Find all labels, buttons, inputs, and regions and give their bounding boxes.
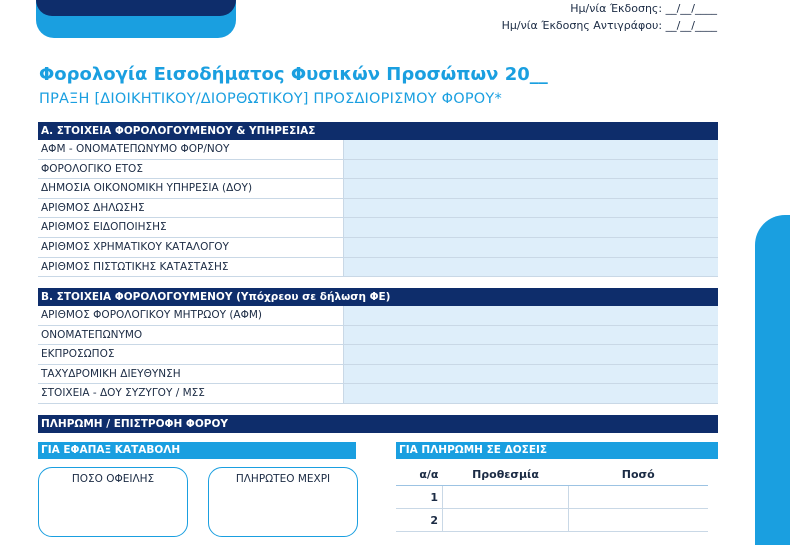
input-field[interactable] — [343, 160, 718, 179]
form-row — [38, 140, 718, 160]
field-label: ΔΗΜΟΣΙΑ ΟΙΚΟΝΟΜΙΚΗ ΥΠΗΡΕΣΙΑ (ΔΟΥ) — [38, 179, 343, 198]
copy-issue-date: Ημ/νία Έκδοσης Αντιγράφου: __/__/____ — [501, 19, 717, 32]
amount-due-label: ΠΟΣΟ ΟΦΕΙΛΗΣ — [71, 473, 155, 485]
page-title: Φορολογία Εισοδήματος Φυσικών Προσώπων 20__ — [39, 64, 548, 85]
issue-dates — [502, 0, 717, 34]
installments-table — [396, 463, 708, 532]
column-header-deadline: Προθεσμία — [443, 463, 569, 486]
installments-heading: ΓΙΑ ΠΛΗΡΩΜΗ ΣΕ ΔΟΣΕΙΣ — [396, 442, 718, 459]
row-number: 2 — [396, 509, 443, 532]
column-header-aa: α/α — [396, 463, 443, 486]
form-row — [38, 306, 718, 326]
amount-due-box[interactable] — [38, 467, 188, 537]
input-field[interactable] — [343, 199, 718, 218]
form-row — [38, 218, 718, 238]
form-row — [38, 199, 718, 219]
amount-cell[interactable] — [569, 509, 709, 532]
column-header-amount: Ποσό — [569, 463, 709, 486]
form-row — [38, 365, 718, 385]
section-a — [38, 122, 718, 277]
row-number: 1 — [396, 486, 443, 509]
lump-sum-heading: ΓΙΑ ΕΦΑΠΑΞ ΚΑΤΑΒΟΛΗ — [38, 442, 356, 459]
deadline-cell[interactable] — [443, 486, 569, 509]
payable-until-box[interactable] — [208, 467, 358, 537]
input-field[interactable] — [343, 179, 718, 198]
form-row — [38, 384, 718, 404]
section-b-heading: Β. ΣΤΟΙΧΕΙΑ ΦΟΡΟΛΟΓΟΥΜΕΝΟΥ (Υπόχρεου σε δήλωση ΦΕ) — [38, 288, 718, 306]
input-field[interactable] — [343, 218, 718, 237]
form-row — [38, 160, 718, 180]
input-field[interactable] — [343, 258, 718, 277]
field-label: ΑΦΜ - ΟΝΟΜΑΤΕΠΩΝΥΜΟ ΦΟΡ/ΝΟΥ — [38, 140, 343, 159]
amount-cell[interactable] — [569, 486, 709, 509]
table-row — [396, 509, 708, 532]
input-field[interactable] — [343, 345, 718, 364]
section-b — [38, 288, 718, 404]
form-row — [38, 326, 718, 346]
payment-heading: ΠΛΗΡΩΜΗ / ΕΠΙΣΤΡΟΦΗ ΦΟΡΟΥ — [38, 415, 718, 433]
field-label: ΑΡΙΘΜΟΣ ΠΙΣΤΩΤΙΚΗΣ ΚΑΤΑΣΤΑΣΗΣ — [38, 258, 343, 277]
field-label: ΣΤΟΙΧΕΙΑ - ΔΟΥ ΣΥΖΥΓΟΥ / ΜΣΣ — [38, 384, 343, 403]
input-field[interactable] — [343, 306, 718, 325]
input-field[interactable] — [343, 326, 718, 345]
field-label: ΑΡΙΘΜΟΣ ΧΡΗΜΑΤΙΚΟΥ ΚΑΤΑΛΟΓΟΥ — [38, 238, 343, 257]
side-decoration — [755, 215, 790, 545]
input-field[interactable] — [343, 384, 718, 403]
input-field[interactable] — [343, 140, 718, 159]
field-label: ΤΑΧΥΔΡΟΜΙΚΗ ΔΙΕΥΘΥΝΣΗ — [38, 365, 343, 384]
form-row — [38, 258, 718, 278]
table-row — [396, 486, 708, 509]
issue-date: Ημ/νία Έκδοσης: __/__/____ — [570, 2, 717, 15]
field-label: ΕΚΠΡΟΣΩΠΟΣ — [38, 345, 343, 364]
page-subtitle: ΠΡΑΞΗ [ΔΙΟΙΚΗΤΙΚΟΥ/ΔΙΟΡΘΩΤΙΚΟΥ] ΠΡΟΣΔΙΟΡΙΣΜΟΥ ΦΟΡΟΥ* — [39, 91, 502, 107]
field-label: ΑΡΙΘΜΟΣ ΕΙΔΟΠΟΙΗΣΗΣ — [38, 218, 343, 237]
form-row — [38, 238, 718, 258]
field-label: ΦΟΡΟΛΟΓΙΚΟ ΕΤΟΣ — [38, 160, 343, 179]
payable-until-label: ΠΛΗΡΩΤΕΟ ΜΕΧΡΙ — [235, 473, 331, 485]
table-header-row — [396, 463, 708, 486]
corner-decoration-inner — [36, 0, 236, 16]
form-row — [38, 179, 718, 199]
section-a-heading: Α. ΣΤΟΙΧΕΙΑ ΦΟΡΟΛΟΓΟΥΜΕΝΟΥ & ΥΠΗΡΕΣΙΑΣ — [38, 122, 718, 140]
field-label: ΑΡΙΘΜΟΣ ΦΟΡΟΛΟΓΙΚΟΥ ΜΗΤΡΩΟΥ (ΑΦΜ) — [38, 306, 343, 325]
input-field[interactable] — [343, 365, 718, 384]
deadline-cell[interactable] — [443, 509, 569, 532]
form-row — [38, 345, 718, 365]
input-field[interactable] — [343, 238, 718, 257]
field-label: ΟΝΟΜΑΤΕΠΩΝΥΜΟ — [38, 326, 343, 345]
field-label: ΑΡΙΘΜΟΣ ΔΗΛΩΣΗΣ — [38, 199, 343, 218]
